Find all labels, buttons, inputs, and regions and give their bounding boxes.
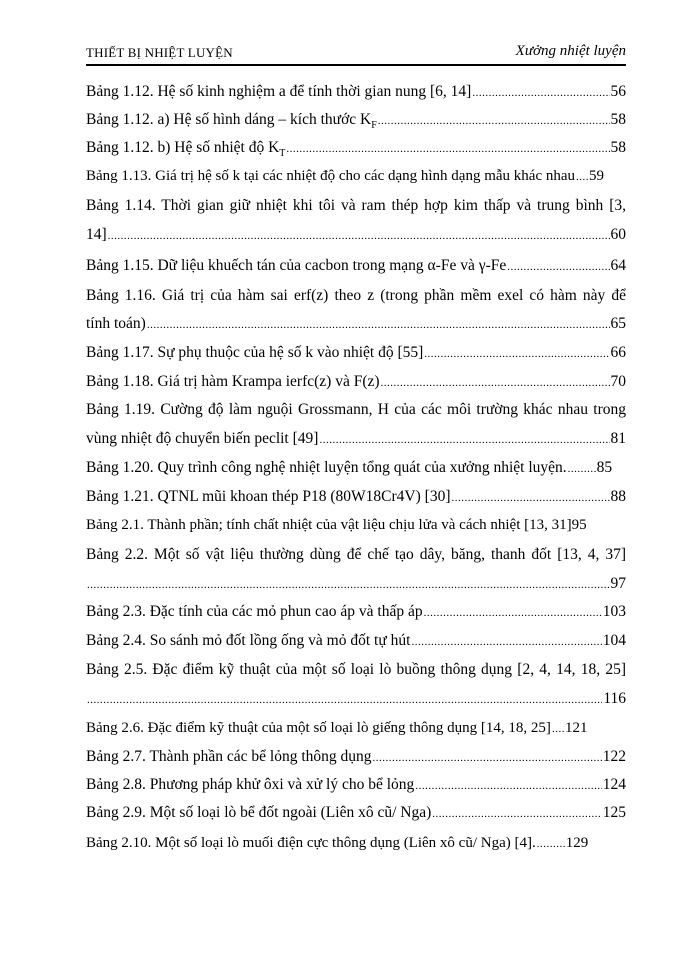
toc-entry-line1[interactable]: Bảng 2.5. Đặc điểm kỹ thuật của một số loại lò buồng thông dụng [2, 4, 14, 18, 25] xyxy=(86,661,626,678)
toc-entry[interactable]: Bảng 1.20. Quy trình công nghệ nhiệt luyện tổng quát của xưởng nhiệt luyện. ..... 85 xyxy=(86,457,626,479)
toc-entry[interactable]: Bảng 2.6. Đặc điểm kỹ thuật của một số loại lò giếng thông dụng [14, 18, 25] ..... 121 xyxy=(86,717,626,739)
toc-entry[interactable]: Bảng 1.12. Hệ số kinh nghiệm a để tính thời gian nung [6, 14] ..... 56 xyxy=(86,81,626,103)
toc-entry[interactable]: Bảng 1.12. b) Hệ số nhiệt độ $K_T$ ..... 58 xyxy=(86,137,626,159)
page-number: 116 xyxy=(603,690,626,707)
page-number: 88 xyxy=(610,488,626,505)
toc-entry[interactable]: Bảng 2.1. Thành phần; tính chất nhiệt của vật liệu chịu lửa và cách nhiệt [13, 31] 95 xyxy=(86,514,626,536)
toc-entry[interactable]: vùng nhiệt độ chuyển biến peclit [49] ..... 81 xyxy=(86,428,626,450)
page-number: 58 xyxy=(610,111,626,128)
dot-leader xyxy=(424,343,609,365)
page-number: 95 xyxy=(571,517,587,533)
page-header xyxy=(86,40,626,66)
dot-leader xyxy=(432,803,602,825)
dot-leader xyxy=(378,110,610,132)
page-number: 65 xyxy=(610,315,626,332)
dot-leader xyxy=(568,458,596,480)
page-number: 122 xyxy=(602,748,626,765)
page-number: 124 xyxy=(602,776,626,793)
page-number: 103 xyxy=(602,603,626,620)
dot-leader xyxy=(87,689,602,711)
dot-leader xyxy=(373,747,602,769)
dot-leader xyxy=(415,775,601,797)
toc-entry[interactable]: Bảng 2.8. Phương pháp khử ôxi và xử lý cho bể lỏng ..... 124 xyxy=(86,774,626,796)
page-number: 66 xyxy=(610,344,626,361)
dot-leader xyxy=(537,833,565,855)
page-number: 104 xyxy=(602,632,626,649)
dot-leader xyxy=(147,314,610,336)
toc-entry[interactable]: Bảng 1.17. Sự phụ thuộc của hệ số k vào nhiệt độ [55] ..... 66 xyxy=(86,342,626,364)
page-number: 129 xyxy=(565,835,589,851)
toc-entry[interactable] xyxy=(86,573,626,595)
page-number: 59 xyxy=(589,168,605,184)
toc-entry-line1[interactable]: Bảng 1.16. Giá trị của hàm sai erf(z) theo z (trong phần mềm exel có hàm này để xyxy=(86,287,626,304)
toc-entry[interactable]: Bảng 2.9. Một số loại lò bể đốt ngoài (Liên xô cũ/ Nga) ..... 125 xyxy=(86,802,626,824)
toc-entry[interactable]: Bảng 2.7. Thành phần các bể lỏng thông dụng ..... 122 xyxy=(86,746,626,768)
page-number: 81 xyxy=(610,430,626,447)
toc-entry[interactable]: Bảng 2.10. Một số loại lò muối điện cực thông dụng (Liên xô cũ/ Nga) [4]. ..... 129 xyxy=(86,832,626,854)
dot-leader xyxy=(319,429,609,451)
dot-leader xyxy=(576,166,588,188)
toc-entry[interactable]: Bảng 1.18. Giá trị hàm Krampa ierfc(z) và F(z) ..... 70 xyxy=(86,371,626,393)
dot-leader xyxy=(424,602,602,624)
toc-entry[interactable]: Bảng 1.21. QTNL mũi khoan thép P18 (80W18Cr4V) [30] ..... 88 xyxy=(86,486,626,508)
toc-entry-line1[interactable]: Bảng 1.14. Thời gian giữ nhiệt khi tôi và ram thép hợp kim thấp và trung bình [3, xyxy=(86,197,626,214)
toc-entry[interactable]: Bảng 2.3. Đặc tính của các mỏ phun cao áp và thấp áp ..... 103 xyxy=(86,601,626,623)
toc-entry[interactable]: tính toán) ..... 65 xyxy=(86,313,626,335)
page-number: 121 xyxy=(564,720,588,736)
page-number: 60 xyxy=(610,226,626,243)
page-number: 64 xyxy=(610,257,626,274)
dot-leader xyxy=(552,718,564,740)
toc-entry[interactable]: Bảng 1.12. a) Hệ số hình dáng – kích thước $K_F$ ..... 58 xyxy=(86,109,626,131)
toc-entry[interactable]: Bảng 1.13. Giá trị hệ số k tại các nhiệt độ cho các dạng hình dạng mẫu khác nhau ..... 59 xyxy=(86,165,626,187)
page-number: 70 xyxy=(610,373,626,390)
toc-entry-line1[interactable]: Bảng 2.2. Một số vật liệu thường dùng để chế tạo dây, băng, thanh đốt [13, 4, 37] xyxy=(86,546,626,563)
toc-entry[interactable] xyxy=(86,688,626,710)
header-chapter-title: Xưởng nhiệt luyện xyxy=(515,43,626,59)
page-number: 125 xyxy=(602,804,626,821)
dot-leader xyxy=(286,138,609,160)
toc-entry-line1[interactable]: Bảng 1.19. Cường độ làm nguội Grossmann, H của các môi trường khác nhau trong xyxy=(86,401,626,418)
dot-leader xyxy=(452,487,610,509)
page-number: 56 xyxy=(610,83,626,100)
dot-leader xyxy=(108,225,610,247)
page-number: 85 xyxy=(596,459,613,476)
dot-leader xyxy=(507,256,609,278)
dot-leader xyxy=(472,82,609,104)
page-number: 97 xyxy=(610,575,626,592)
dot-leader xyxy=(381,372,610,394)
dot-leader xyxy=(411,631,601,653)
page-number: 58 xyxy=(610,139,626,156)
toc-entry[interactable]: 14] ..... 60 xyxy=(86,224,626,246)
toc-entry[interactable]: Bảng 1.15. Dữ liệu khuếch tán của cacbon trong mạng α-Fe và γ-Fe ..... 64 xyxy=(86,255,626,277)
dot-leader xyxy=(87,574,610,596)
header-book-title: THIẾT BỊ NHIỆT LUYỆN xyxy=(86,45,233,60)
toc-entry[interactable]: Bảng 2.4. So sánh mỏ đốt lồng ống và mỏ đốt tự hút ..... 104 xyxy=(86,630,626,652)
